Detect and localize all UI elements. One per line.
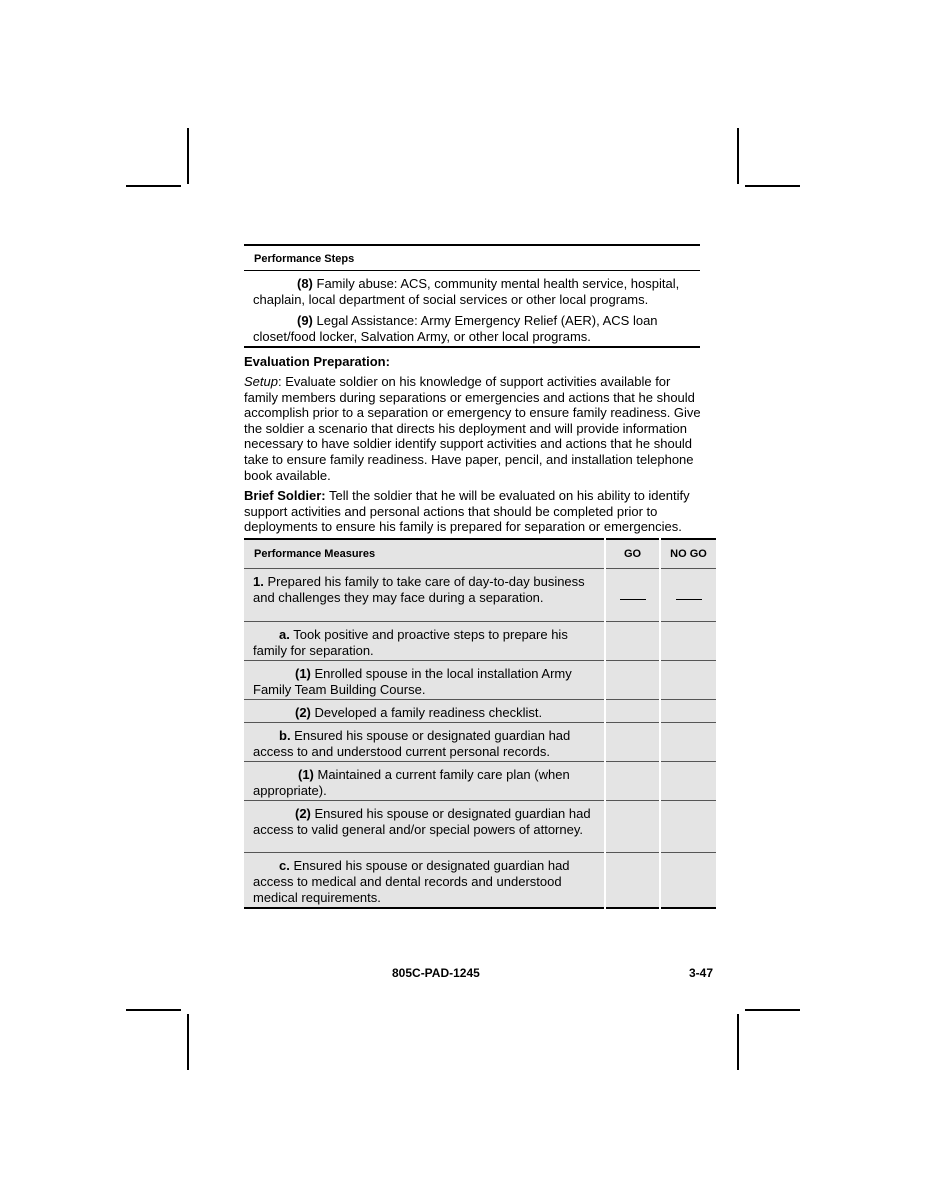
table-header-row xyxy=(244,539,716,569)
table-row xyxy=(244,800,716,852)
no-go-cell xyxy=(660,800,716,852)
crop-mark-bottom-right-horizontal xyxy=(745,1009,800,1011)
performance-measures-table xyxy=(244,538,716,909)
measure-description: Enrolled spouse in the local installation Army Family Team Building Course. xyxy=(253,665,572,697)
brief-soldier-paragraph xyxy=(244,488,702,535)
table-row xyxy=(244,722,716,761)
table-row xyxy=(244,699,716,722)
no-go-column-header: NO GO xyxy=(660,539,716,569)
no-go-blank[interactable] xyxy=(660,568,716,621)
go-cell xyxy=(605,660,660,699)
measure-number: b. xyxy=(279,727,291,743)
measure-description: Developed a family readiness checklist. xyxy=(310,704,543,720)
table-row xyxy=(244,761,716,800)
step-text: Legal Assistance: Army Emergency Relief (AER), ACS loan closet/food locker, Salvation Army, or other local programs. xyxy=(253,313,658,344)
performance-step-8 xyxy=(244,271,700,308)
footer-document-code: 805C-PAD-1245 xyxy=(392,966,480,980)
setup-text: : Evaluate soldier on his knowledge of support activities available for family members during separations or emergencies and actions that he should accomplish prior to a separation or emergency to ensure family readiness. Give the soldier a scenario that directs his deployment and will provide information necessary to have soldier identify support activities and actions that he should take to ensure family readiness. Have paper, pencil, and installation telephone book available. xyxy=(244,374,701,483)
no-go-cell xyxy=(660,761,716,800)
measure-number: (2) xyxy=(295,704,311,720)
measure-number: 1. xyxy=(253,573,264,589)
crop-mark-bottom-right-vertical xyxy=(737,1014,739,1070)
go-cell xyxy=(605,852,660,908)
measure-text xyxy=(244,852,605,908)
crop-mark-top-right-horizontal xyxy=(745,185,800,187)
no-go-cell xyxy=(660,621,716,660)
measure-text xyxy=(244,568,605,621)
performance-measures-header: Performance Measures xyxy=(244,539,605,569)
crop-mark-top-right-vertical xyxy=(737,128,739,184)
crop-mark-bottom-left-horizontal xyxy=(126,1009,181,1011)
measure-description: Took positive and proactive steps to prepare his family for separation. xyxy=(253,626,568,658)
go-cell xyxy=(605,761,660,800)
footer-page-number: 3-47 xyxy=(689,966,714,980)
performance-step-9 xyxy=(244,308,700,345)
measure-description: Ensured his spouse or designated guardian had access to and understood current personal records. xyxy=(253,727,571,759)
measure-description: Prepared his family to take care of day-to-day business and challenges they may face during a separation. xyxy=(253,573,585,605)
measure-number: c. xyxy=(279,857,290,873)
no-go-cell xyxy=(660,852,716,908)
table-row xyxy=(244,660,716,699)
table-row xyxy=(244,621,716,660)
table-row xyxy=(244,852,716,908)
measure-description: Ensured his spouse or designated guardian had access to medical and dental records and understood medical requirements. xyxy=(253,857,570,905)
brief-soldier-text: Tell the soldier that he will be evaluated on his ability to identify support activities and personal actions that should be completed prior to deployments to ensure his family is prepared for separation or emergencies. xyxy=(244,488,690,535)
step-text: Family abuse: ACS, community mental health service, hospital, chaplain, local department of social services or other local programs. xyxy=(253,276,680,307)
measure-text xyxy=(244,621,605,660)
setup-label: Setup xyxy=(244,374,278,389)
evaluation-preparation-title: Evaluation Preparation: xyxy=(244,354,390,369)
measure-description: Ensured his spouse or designated guardian had access to valid general and/or special powers of attorney. xyxy=(253,805,591,837)
measure-text xyxy=(244,722,605,761)
performance-steps-header: Performance Steps xyxy=(244,244,700,271)
measure-number: (1) xyxy=(295,665,311,681)
brief-soldier-label: Brief Soldier: xyxy=(244,488,326,504)
go-blank[interactable] xyxy=(605,568,660,621)
measure-description: Maintained a current family care plan (when appropriate). xyxy=(253,766,570,798)
step-number: (9) xyxy=(297,313,313,328)
go-cell xyxy=(605,722,660,761)
step-number: (8) xyxy=(297,276,313,291)
performance-steps-rule xyxy=(244,346,700,348)
no-go-cell xyxy=(660,722,716,761)
no-go-cell xyxy=(660,660,716,699)
go-cell xyxy=(605,621,660,660)
crop-mark-top-left-vertical xyxy=(187,128,189,184)
crop-mark-bottom-left-vertical xyxy=(187,1014,189,1070)
no-go-cell xyxy=(660,699,716,722)
measure-number: (1) xyxy=(298,766,314,782)
table-row xyxy=(244,568,716,621)
measure-text xyxy=(244,761,605,800)
measure-number: a. xyxy=(279,626,290,642)
measure-text xyxy=(244,699,605,722)
go-cell xyxy=(605,699,660,722)
go-cell xyxy=(605,800,660,852)
measure-number: (2) xyxy=(295,805,311,821)
go-column-header: GO xyxy=(605,539,660,569)
measure-text xyxy=(244,800,605,852)
measure-text xyxy=(244,660,605,699)
setup-paragraph xyxy=(244,374,702,483)
crop-mark-top-left-horizontal xyxy=(126,185,181,187)
page-content xyxy=(244,244,716,909)
